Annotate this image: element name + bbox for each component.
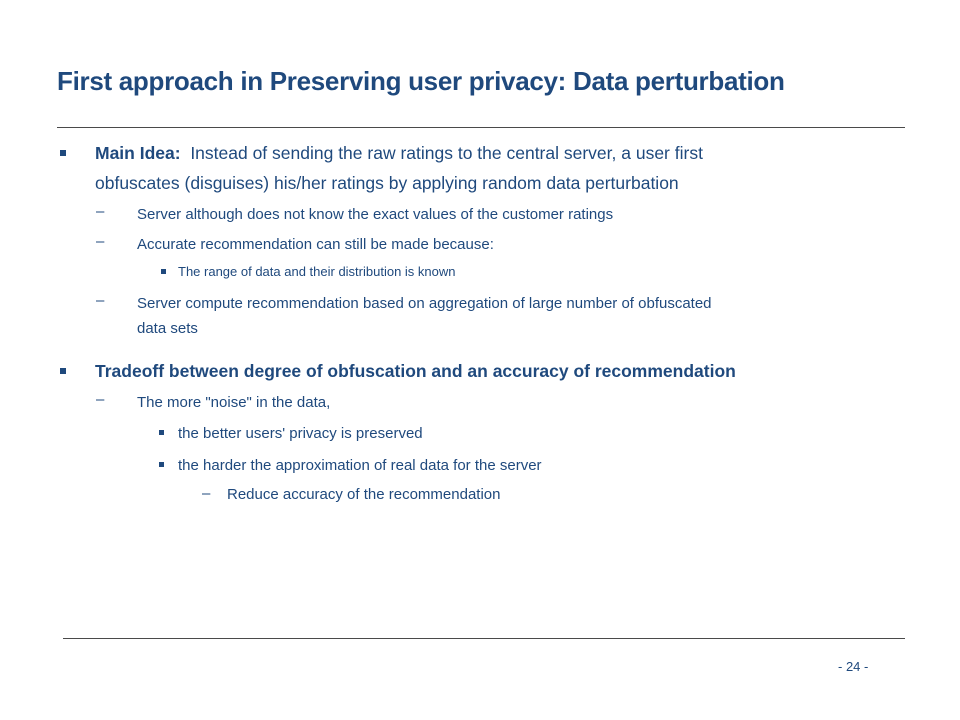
main-idea-label: Main Idea: xyxy=(95,143,181,163)
dash-bullet-icon: – xyxy=(96,233,105,250)
sub-item-2: Accurate recommendation can still be made because: xyxy=(137,236,494,253)
sub-item-2-detail: The range of data and their distribution is known xyxy=(178,264,456,279)
square-bullet-icon xyxy=(159,462,164,467)
tradeoff-heading: Tradeoff between degree of obfuscation and an accuracy of recommendation xyxy=(95,361,736,381)
tradeoff-sub-1b: the harder the approximation of real data for the server xyxy=(178,457,542,474)
dash-bullet-icon: – xyxy=(96,292,105,309)
square-bullet-icon xyxy=(60,150,66,156)
square-bullet-icon xyxy=(161,269,166,274)
sub-item-1: Server although does not know the exact values of the customer ratings xyxy=(137,206,614,223)
slide-title: First approach in Preserving user privacy: Data perturbation xyxy=(57,66,785,96)
dash-bullet-icon: – xyxy=(96,203,105,220)
page-number: - 24 - xyxy=(838,659,869,674)
main-idea-line1 xyxy=(95,139,895,167)
tradeoff-sub-1b-i: Reduce accuracy of the recommendation xyxy=(227,486,501,503)
sub-item-3-line1: Server compute recommendation based on aggregation of large number of obfuscated xyxy=(137,295,712,312)
footer-divider xyxy=(63,638,905,639)
tradeoff-sub-1a: the better users' privacy is preserved xyxy=(178,425,423,442)
title-divider xyxy=(57,127,905,128)
dash-bullet-icon: – xyxy=(202,485,211,502)
main-idea-line2: obfuscates (disguises) his/her ratings by applying random data perturbation xyxy=(95,173,679,193)
dash-bullet-icon: – xyxy=(96,391,105,408)
tradeoff-sub-1: The more "noise" in the data, xyxy=(137,394,331,411)
square-bullet-icon xyxy=(159,430,164,435)
main-idea-text-1: Instead of sending the raw ratings to the central server, a user first xyxy=(190,143,703,163)
square-bullet-icon xyxy=(60,368,66,374)
sub-item-3-line2: data sets xyxy=(137,320,198,337)
